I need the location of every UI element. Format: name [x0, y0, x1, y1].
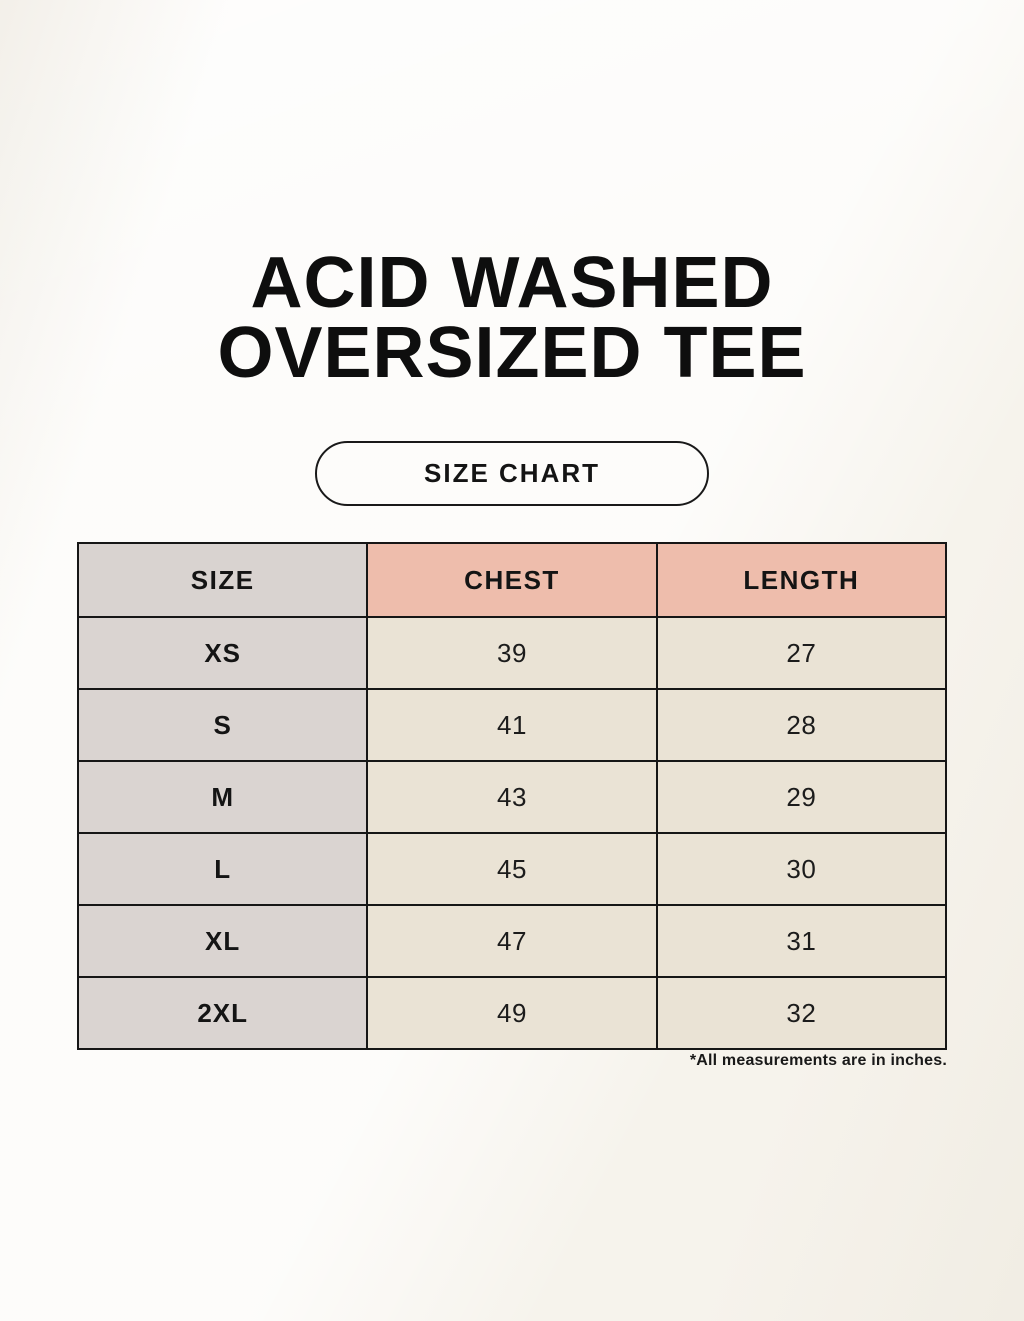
measurement-cell: 43 — [367, 761, 656, 833]
measurement-cell: 39 — [367, 617, 656, 689]
table-row — [78, 833, 946, 905]
table-row — [78, 761, 946, 833]
size-label-cell: M — [78, 761, 367, 833]
measurement-cell: 29 — [657, 761, 946, 833]
measurement-cell: 41 — [367, 689, 656, 761]
size-chart-badge — [315, 441, 709, 506]
measurement-cell: 47 — [367, 905, 656, 977]
measurement-cell: 45 — [367, 833, 656, 905]
column-header-size: SIZE — [78, 543, 367, 617]
table-row — [78, 617, 946, 689]
column-header-chest: CHEST — [367, 543, 656, 617]
size-label-cell: 2XL — [78, 977, 367, 1049]
measurement-cell: 30 — [657, 833, 946, 905]
measurement-cell: 31 — [657, 905, 946, 977]
table-row — [78, 689, 946, 761]
size-label-cell: XL — [78, 905, 367, 977]
table-row — [78, 905, 946, 977]
product-title-line2: OVERSIZED TEE — [217, 313, 807, 393]
size-label-cell: XS — [78, 617, 367, 689]
size-label-cell: S — [78, 689, 367, 761]
size-label-cell: L — [78, 833, 367, 905]
measurement-cell: 28 — [657, 689, 946, 761]
product-title-line1: ACID WASHED — [250, 243, 774, 323]
product-title — [0, 243, 1024, 393]
size-chart-badge-label: SIZE CHART — [424, 458, 600, 488]
size-chart-table-body — [78, 617, 946, 1049]
size-chart-table-head — [78, 543, 946, 617]
measurement-cell: 27 — [657, 617, 946, 689]
table-row — [78, 977, 946, 1049]
size-chart-table — [77, 542, 947, 1050]
measurements-footnote: *All measurements are in inches. — [689, 1052, 947, 1069]
column-header-length: LENGTH — [657, 543, 946, 617]
measurement-cell: 49 — [367, 977, 656, 1049]
measurement-cell: 32 — [657, 977, 946, 1049]
header-row — [78, 543, 946, 617]
